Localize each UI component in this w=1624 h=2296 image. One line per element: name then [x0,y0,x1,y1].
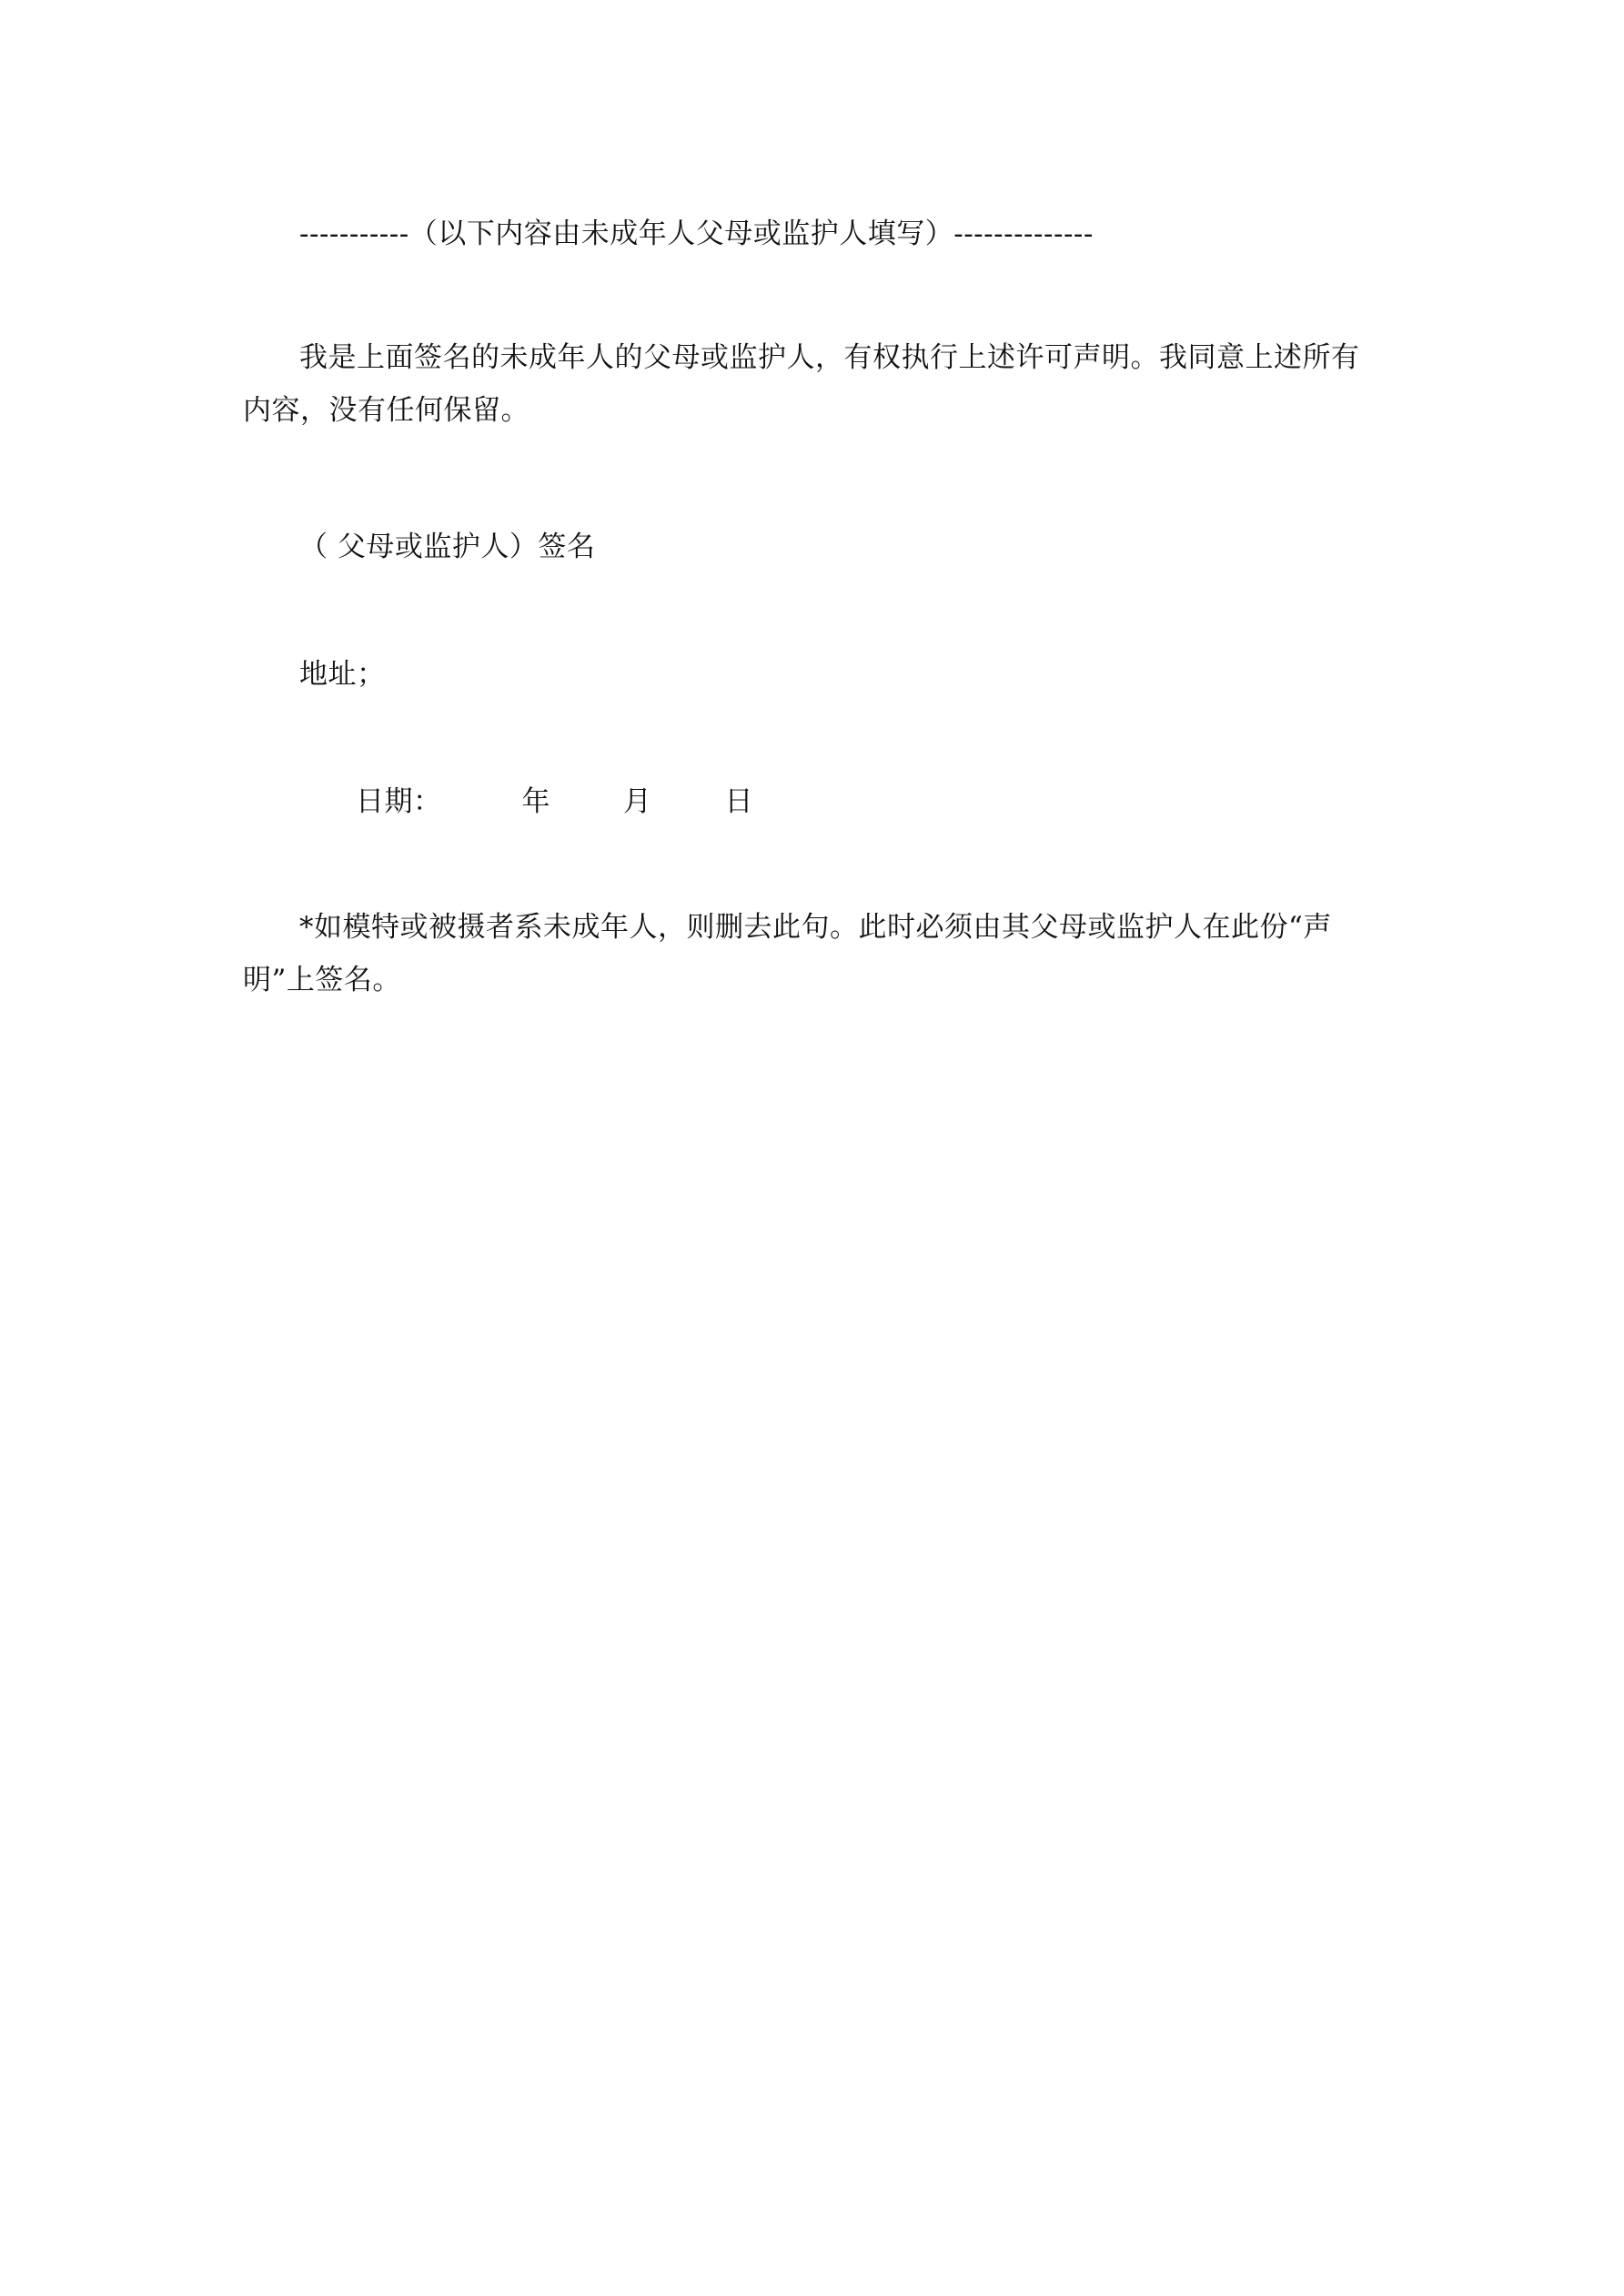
date-day: 日 [724,785,753,818]
date-label: 日期： [356,785,442,818]
guardian-signature-label: （ 父母或监护人）签名 [299,531,596,563]
guardian-consent-statement: 我是上面签名的未成年人的父母或监护人，有权执行上述许可声明。我同意上述所有内容，没有任何保留。 [243,341,1360,427]
guardian-section-divider: -----------（以下内容由未成年人父母或监护人填写）-------------- [299,217,1094,250]
date-month: 月 [623,785,652,818]
date-line [243,775,1385,828]
address-label: 地址； [299,658,386,691]
date-year: 年 [521,785,550,818]
minor-footnote: *如模特或被摄者系未成年人，则删去此句。此时必须由其父母或监护人在此份“声明”上签名。 [243,911,1332,996]
